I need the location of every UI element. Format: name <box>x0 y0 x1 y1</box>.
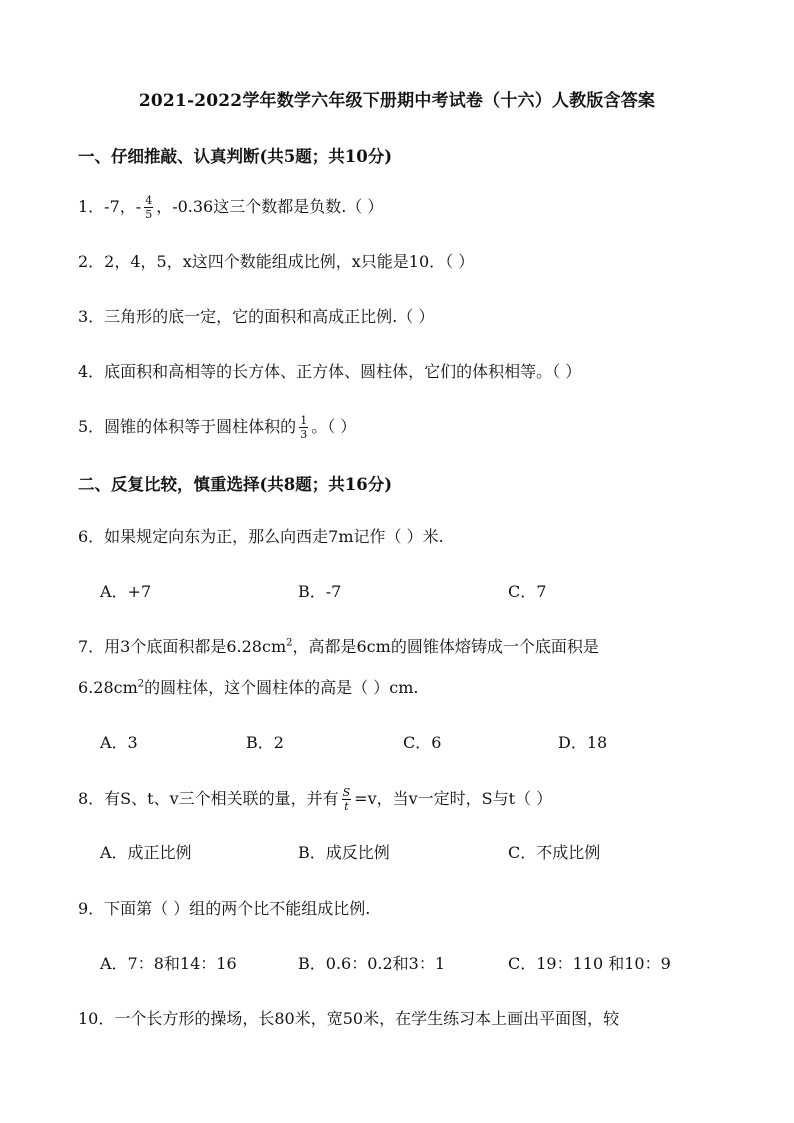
fraction-denominator: 3 <box>300 428 308 441</box>
question-9: 9．下面第（ ）组的两个比不能组成比例. <box>78 899 371 918</box>
question-6: 6．如果规定向东为正，那么向西走7m记作（ ）米. <box>78 527 444 546</box>
fraction-numerator: S <box>342 786 351 799</box>
q7-line1-prefix: 7．用3个底面积都是6.28cm <box>78 637 287 656</box>
section-heading-2: 二、反复比较，慎重选择(共8题；共16分) <box>78 475 393 494</box>
q9-option-a: A．7：8和14：16 <box>100 954 237 973</box>
q8-option-b: B．成反比例 <box>298 843 390 862</box>
q6-option-c: C．7 <box>508 582 547 601</box>
q7-line1-suffix: ，高都是6cm的圆锥体熔铸成一个底面积是 <box>292 637 599 656</box>
q6-option-b: B．-7 <box>298 582 342 601</box>
q9-option-c: C．19：110 和10：9 <box>508 954 671 973</box>
q7-option-c: C．6 <box>403 733 442 752</box>
q7-option-a: A．3 <box>100 733 138 752</box>
question-7-line-1 <box>78 635 599 659</box>
question-5-prefix: 5．圆锥的体积等于圆柱体积的 <box>78 417 297 436</box>
question-10: 10．一个长方形的操场，长80米，宽50米，在学生练习本上画出平面图，较 <box>78 1009 620 1028</box>
q9-option-b: B．0.6：0.2和3：1 <box>298 954 446 973</box>
question-3: 3．三角形的底一定，它的面积和高成正比例.（ ） <box>78 307 435 326</box>
q8-option-c: C．不成比例 <box>508 843 601 862</box>
page-title: 2021-2022学年数学六年级下册期中考试卷（十六）人教版含答案 <box>138 91 656 111</box>
section-heading-1: 一、仔细推敲、认真判断(共5题；共10分) <box>78 147 393 166</box>
question-8 <box>78 786 552 813</box>
fraction-numerator: 4 <box>145 194 153 207</box>
q8-prefix: 8．有S、t、v三个相关联的量，并有 <box>78 789 339 808</box>
question-4: 4．底面积和高相等的长方体、正方体、圆柱体，它们的体积相等。（ ） <box>78 362 582 381</box>
q7-line2-suffix: 的圆柱体，这个圆柱体的高是（ ）cm. <box>144 678 419 697</box>
q7-line2-prefix: 6.28cm <box>78 678 138 697</box>
superscript: 2 <box>286 637 293 649</box>
question-1 <box>78 194 383 221</box>
question-2: 2．2，4，5，x这四个数能组成比例，x只能是10．（ ） <box>78 252 475 271</box>
question-5 <box>78 414 356 441</box>
q8-suffix: =v，当v一定时，S与t（ ） <box>354 789 553 808</box>
fraction-four-fifths <box>144 194 153 221</box>
superscript: 2 <box>137 678 145 690</box>
fraction-s-over-t <box>342 786 352 813</box>
question-5-suffix: 。（ ） <box>311 417 357 436</box>
q6-option-a: A．+7 <box>100 582 152 601</box>
question-1-suffix: ，-0.36这三个数都是负数.（ ） <box>156 197 384 216</box>
question-7-line-2 <box>78 676 418 700</box>
q7-option-b: B．2 <box>246 733 284 752</box>
fraction-denominator: 5 <box>145 208 153 221</box>
question-1-prefix: 1．-7，- <box>78 197 142 216</box>
fraction-denominator: t <box>344 800 349 813</box>
fraction-one-third <box>299 414 308 441</box>
q7-option-d: D．18 <box>558 733 608 752</box>
fraction-numerator: 1 <box>300 414 308 427</box>
q8-option-a: A．成正比例 <box>100 843 192 862</box>
